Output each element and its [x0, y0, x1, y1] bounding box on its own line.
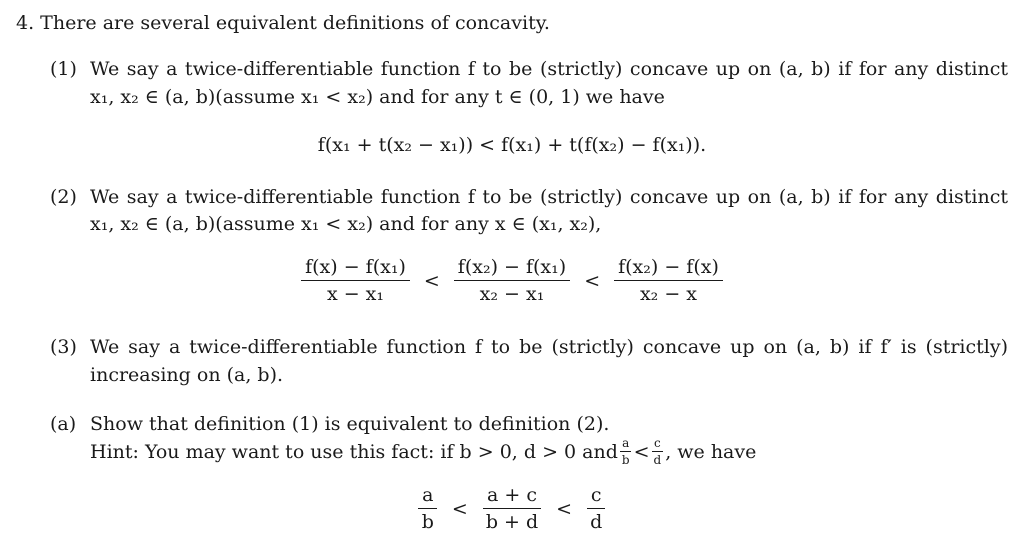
relation-1: <: [423, 269, 440, 292]
hint-fraction-2: [652, 436, 664, 467]
fraction-a-2-denominator: b + d: [485, 511, 539, 533]
hint-suffix: , we have: [665, 440, 757, 463]
fraction-2-numerator: f(x₂) − f(x₁): [454, 256, 570, 281]
part-a-display-equation: [0, 484, 1024, 533]
fraction-3-denominator: x₂ − x: [639, 283, 698, 305]
fraction-a-3-numerator: c: [587, 484, 606, 509]
hint-fraction-2-denominator: d: [653, 453, 662, 467]
problem-heading: 4. There are several equivalent definitions of concavity.: [16, 12, 550, 34]
relation-a-1: <: [451, 497, 468, 520]
hint-prefix: Hint: You may want to use this fact: if b > 0, d > 0 and: [90, 440, 618, 463]
item-1-line1: We say a twice-differentiable function f to be (strictly) concave up on (a, b) if for any distinct: [90, 58, 1008, 80]
fraction-a-3: [586, 484, 606, 533]
item-1-line2: x₁, x₂ ∈ (a, b)(assume x₁ < x₂) and for any t ∈ (0, 1) we have: [90, 86, 665, 108]
part-a-hint: [90, 436, 756, 467]
item-3-line2: increasing on (a, b).: [90, 364, 284, 386]
part-a-line1: Show that definition (1) is equivalent to definition (2).: [90, 413, 610, 435]
item-3-line1: We say a twice-differentiable function f to be (strictly) concave up on (a, b) if f′ is (strictly): [90, 336, 1008, 358]
fraction-1: [301, 256, 410, 305]
fraction-2: [454, 256, 570, 305]
hint-fraction-1-numerator: a: [622, 436, 630, 450]
item-2-line2: x₁, x₂ ∈ (a, b)(assume x₁ < x₂) and for any x ∈ (x₁, x₂),: [90, 213, 602, 235]
fraction-a-1-denominator: b: [421, 511, 434, 533]
fraction-3-numerator: f(x₂) − f(x): [614, 256, 723, 281]
fraction-a-2-numerator: a + c: [483, 484, 541, 509]
item-1-display-equation: f(x₁ + t(x₂ − x₁)) < f(x₁) + t(f(x₂) − f(x₁)).: [317, 134, 707, 156]
item-1-label: (1): [50, 58, 77, 80]
item-2-display-equation: [0, 256, 1024, 305]
fraction-2-denominator: x₂ − x₁: [479, 283, 545, 305]
relation-2: <: [584, 269, 601, 292]
hint-fraction-2-numerator: c: [653, 436, 661, 450]
fraction-1-numerator: f(x) − f(x₁): [301, 256, 410, 281]
part-a-label: (a): [50, 413, 77, 435]
item-2-line1: We say a twice-differentiable function f to be (strictly) concave up on (a, b) if for any distinct: [90, 186, 1008, 208]
relation-a-2: <: [556, 497, 573, 520]
hint-relation: <: [633, 440, 650, 463]
item-2-label: (2): [50, 186, 77, 208]
item-3-label: (3): [50, 336, 77, 358]
fraction-1-denominator: x − x₁: [326, 283, 385, 305]
fraction-a-1-numerator: a: [418, 484, 437, 509]
hint-fraction-1: [620, 436, 632, 467]
fraction-a-2: [482, 484, 542, 533]
fraction-a-1: [418, 484, 438, 533]
hint-fraction-1-denominator: b: [621, 453, 630, 467]
fraction-a-3-denominator: d: [590, 511, 603, 533]
fraction-3: [614, 256, 723, 305]
